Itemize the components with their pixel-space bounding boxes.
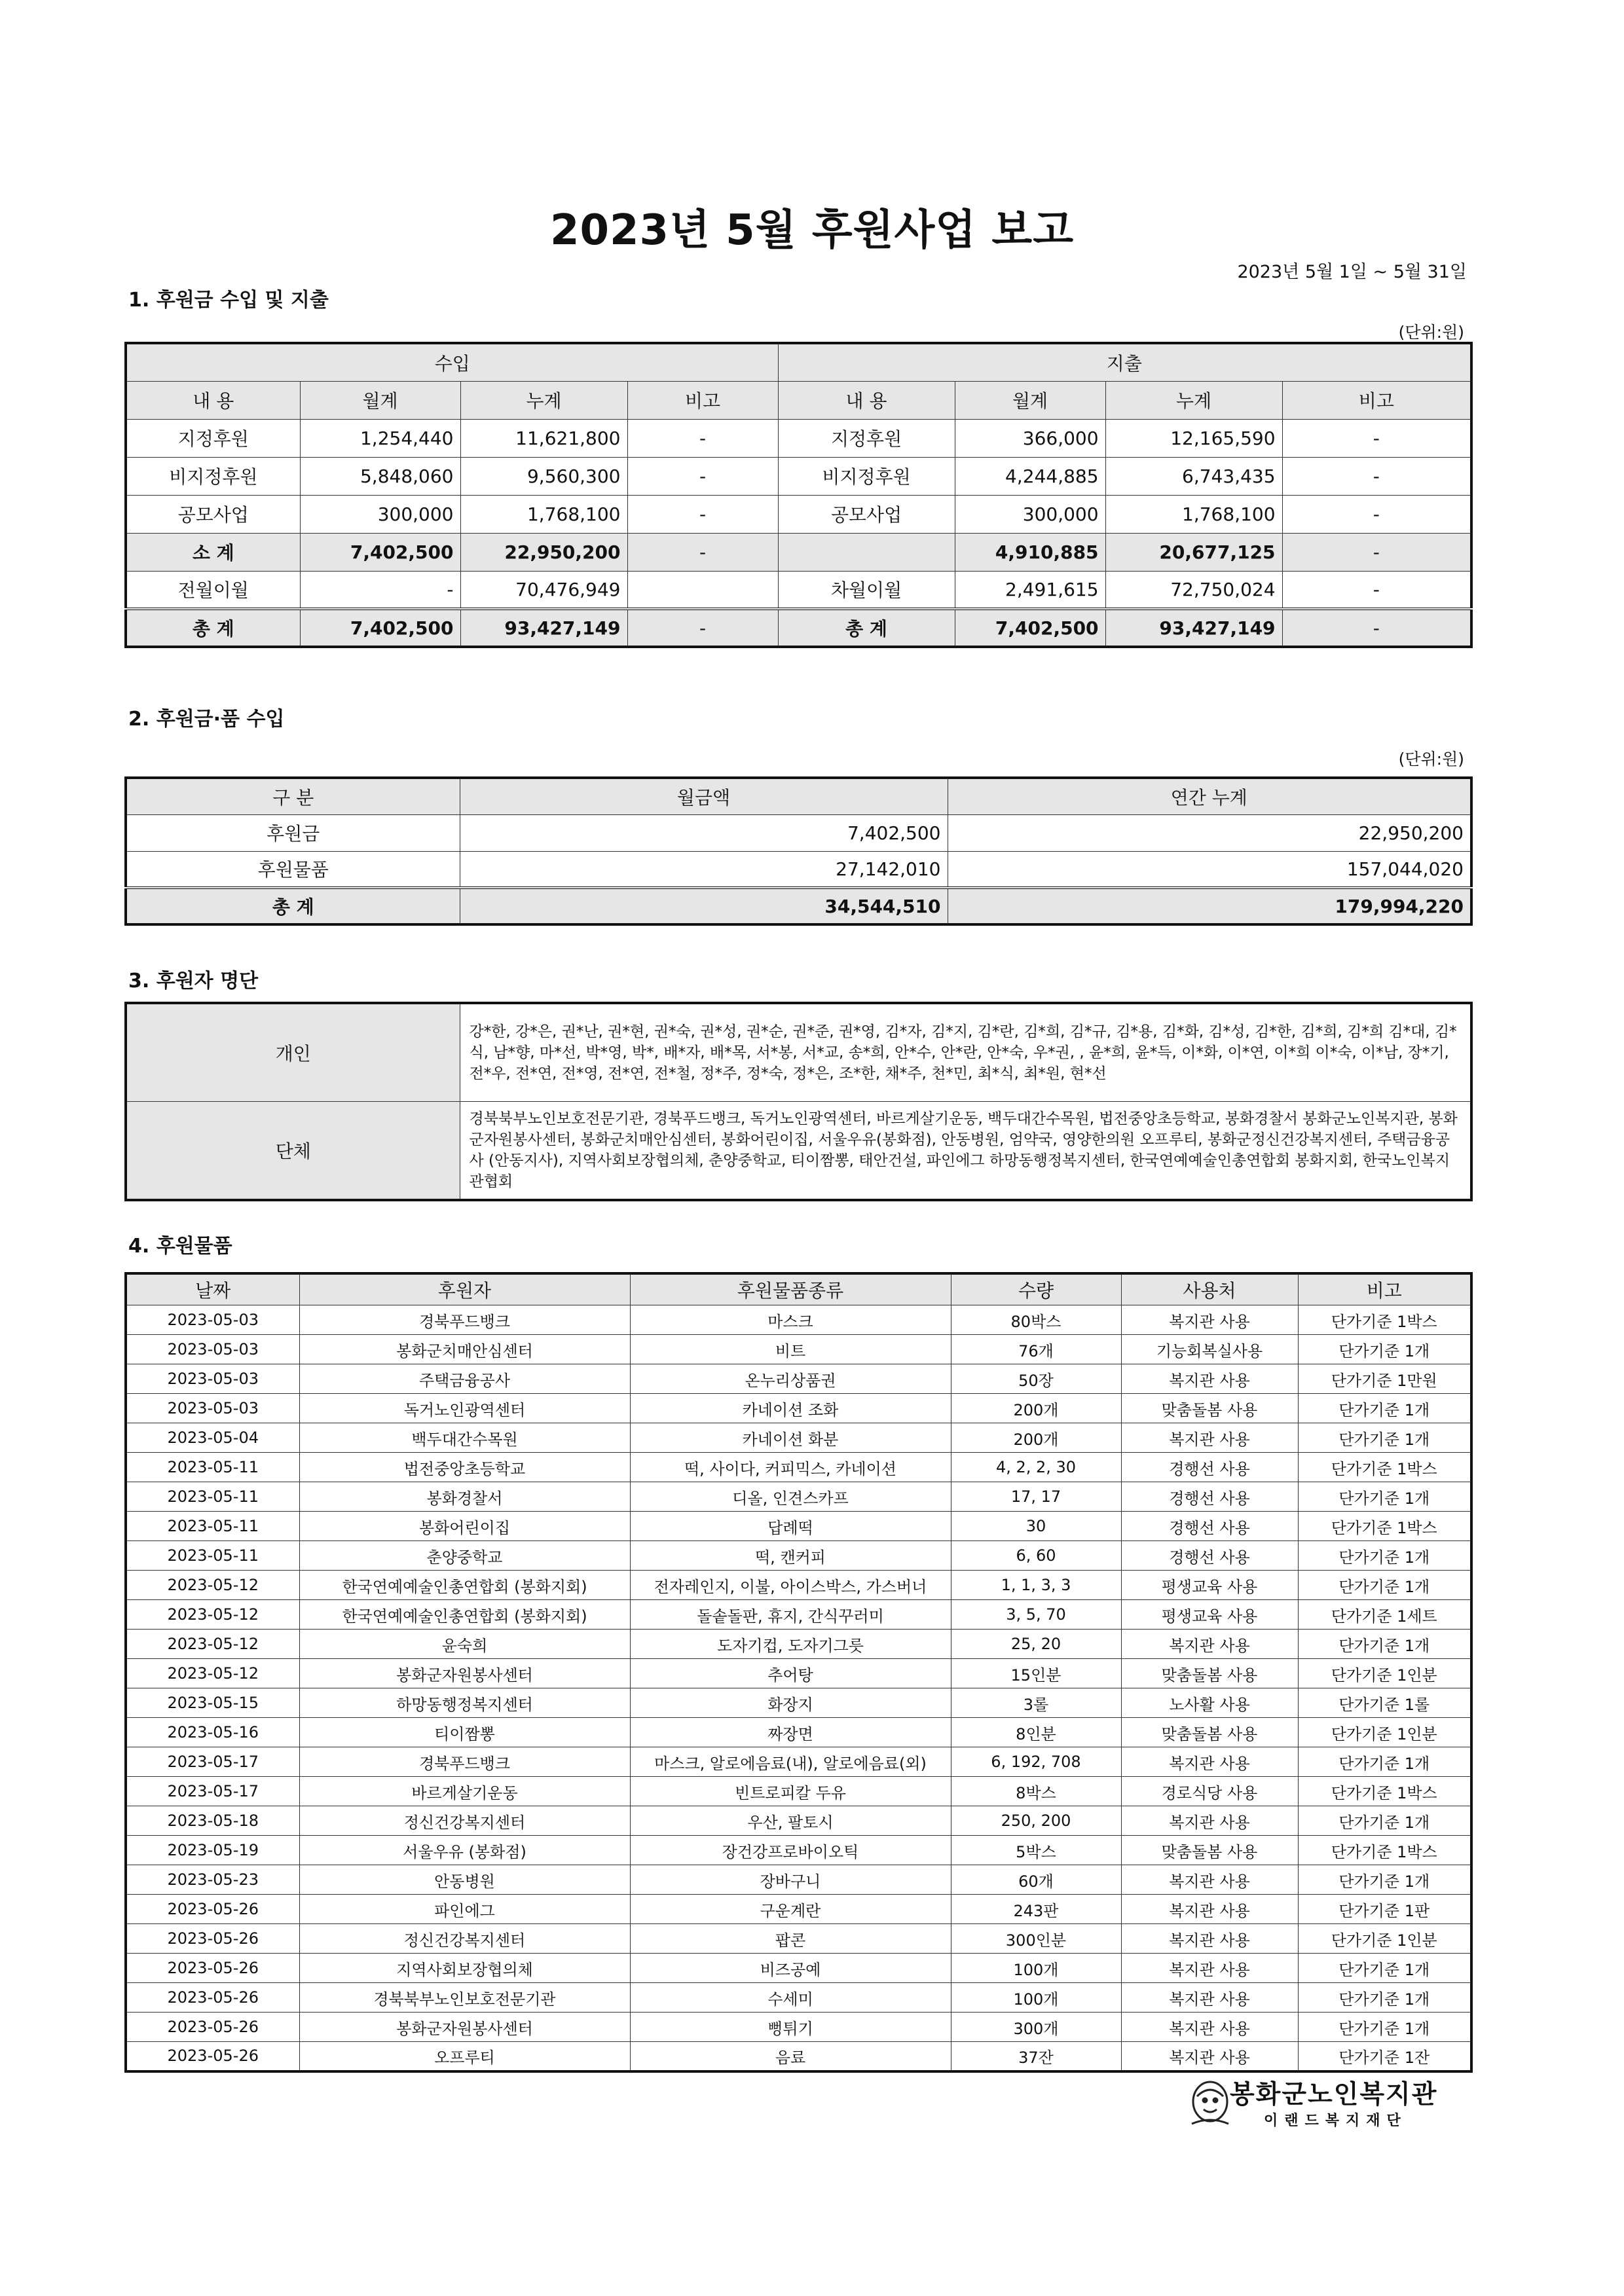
table-cell: 한국연예예술인총연합회 (봉화지회)	[299, 1571, 630, 1600]
table-cell: 단가기준 1박스	[1298, 1305, 1471, 1335]
table-cell: -	[1282, 533, 1471, 571]
table-cell: 비지정후원	[778, 457, 955, 495]
table-cell: 5박스	[951, 1836, 1121, 1865]
section4-title: 4. 후원물품	[128, 1235, 232, 1258]
table-cell: 7,402,500	[300, 609, 460, 647]
table-cell: 34,544,510	[460, 888, 948, 924]
table-cell: 온누리상품권	[630, 1364, 951, 1394]
table-cell: 복지관 사용	[1121, 1305, 1298, 1335]
table-cell: 단가기준 1세트	[1298, 1600, 1471, 1630]
table-cell: 떡, 사이다, 커피믹스, 카네이션	[630, 1453, 951, 1482]
table-cell: 6,743,435	[1105, 457, 1282, 495]
table-cell: 추어탕	[630, 1659, 951, 1688]
column-header: 비고	[627, 381, 778, 419]
table-cell: 봉화군자원봉사센터	[299, 1659, 630, 1688]
table-cell: 장건강프로바이오틱	[630, 1836, 951, 1865]
table-cell: 27,142,010	[460, 851, 948, 888]
table-cell: 366,000	[955, 419, 1105, 457]
table-cell: 11,621,800	[460, 419, 627, 457]
table-row	[126, 1924, 1471, 1954]
table-cell: 157,044,020	[948, 851, 1471, 888]
table-row	[126, 419, 1471, 457]
donation-income-table	[124, 776, 1473, 926]
table-cell: 200개	[951, 1394, 1121, 1423]
table-row	[126, 1453, 1471, 1482]
table-cell: 단가기준 1개	[1298, 1747, 1471, 1777]
income-header: 수입	[126, 343, 778, 381]
table-cell: 2023-05-03	[126, 1305, 299, 1335]
table-cell: -	[1282, 495, 1471, 533]
table-cell: 전자레인지, 이불, 아이스박스, 가스버너	[630, 1571, 951, 1600]
table-cell: 평생교육 사용	[1121, 1571, 1298, 1600]
table-row	[126, 1688, 1471, 1718]
table-cell: 복지관 사용	[1121, 2013, 1298, 2042]
table-cell: 빈트로피칼 두유	[630, 1777, 951, 1806]
table-row	[126, 1865, 1471, 1895]
logo-subtitle: 이랜드복지재단	[1264, 2113, 1407, 2129]
table-cell: 구운계란	[630, 1895, 951, 1924]
table-cell: 80박스	[951, 1305, 1121, 1335]
table-cell: 티이짬뽕	[299, 1718, 630, 1747]
table-cell: 단가기준 1박스	[1298, 1777, 1471, 1806]
table-cell: 25, 20	[951, 1630, 1121, 1659]
table-cell: 돌솥돌판, 휴지, 간식꾸러미	[630, 1600, 951, 1630]
report-period: 2023년 5월 1일 ~ 5월 31일	[1237, 262, 1467, 282]
table-cell: 2023-05-03	[126, 1335, 299, 1364]
table-cell: 250, 200	[951, 1806, 1121, 1836]
table-cell: 정신건강복지센터	[299, 1924, 630, 1954]
table-cell: -	[627, 419, 778, 457]
table-cell: 비지정후원	[126, 457, 300, 495]
table-row	[126, 1630, 1471, 1659]
table-cell: 단가기준 1잔	[1298, 2042, 1471, 2071]
table-cell: 단가기준 1개	[1298, 1423, 1471, 1453]
table-cell: 단가기준 1개	[1298, 2013, 1471, 2042]
table-cell: 복지관 사용	[1121, 1423, 1298, 1453]
table-cell: 우산, 팔토시	[630, 1806, 951, 1836]
table-cell: 17, 17	[951, 1482, 1121, 1512]
table-cell: 9,560,300	[460, 457, 627, 495]
individual-names: 강*한, 강*은, 권*난, 권*현, 권*숙, 권*성, 권*순, 권*준, 권*영, 김*자, 김*지, 김*란, 김*희, 김*규, 김*용, 김*화, 김*성, 김*한, 김*희, 김*희 김*대, 김*식, 남*향, 마*선, 박*영, 박*, 배*자, 배*목, 서*봉, 서*교, 송*희, 안*수, 안*란, 안*숙, 우*권, , 윤*희, 윤*득, 이*화, 이*연, 이*희 이*숙, 이*남, 장*기, 전*우, 전*연, 전*영, 전*연, 전*철, 정*주, 정*숙, 정*은, 조*한, 채*주, 천*민, 최*식, 최*원, 현*선	[460, 1003, 1471, 1101]
table-cell: 단가기준 1개	[1298, 1541, 1471, 1571]
table-cell: 22,950,200	[460, 533, 627, 571]
table-row	[126, 1600, 1471, 1630]
table-cell: 오프루티	[299, 2042, 630, 2071]
table-cell: 맞춤돌봄 사용	[1121, 1394, 1298, 1423]
table-cell: 72,750,024	[1105, 571, 1282, 609]
table-cell: 하망동행정복지센터	[299, 1688, 630, 1718]
column-header: 내 용	[126, 381, 300, 419]
section2-title: 2. 후원금·품 수입	[128, 708, 285, 731]
table-cell: 소 계	[126, 533, 300, 571]
table-row	[126, 2013, 1471, 2042]
table-cell: 2023-05-19	[126, 1836, 299, 1865]
table-cell: 15인분	[951, 1659, 1121, 1688]
table-row	[126, 1954, 1471, 1983]
section3-title: 3. 후원자 명단	[128, 970, 259, 993]
table-cell: 3롤	[951, 1688, 1121, 1718]
table-row	[126, 495, 1471, 533]
column-header: 내 용	[778, 381, 955, 419]
table-cell: 60개	[951, 1865, 1121, 1895]
table-row	[126, 1571, 1471, 1600]
table-cell: 맞춤돌봄 사용	[1121, 1836, 1298, 1865]
table-cell: 안동병원	[299, 1865, 630, 1895]
table-cell: 도자기컵, 도자기그릇	[630, 1630, 951, 1659]
table-cell: 복지관 사용	[1121, 1983, 1298, 2013]
table-cell: 서울우유 (봉화점)	[299, 1836, 630, 1865]
table-cell: 봉화군치매안심센터	[299, 1335, 630, 1364]
table-cell: 단가기준 1인분	[1298, 1718, 1471, 1747]
table-cell: 복지관 사용	[1121, 1747, 1298, 1777]
group-label: 단체	[126, 1101, 460, 1200]
table-cell: 봉화어린이집	[299, 1512, 630, 1541]
column-header: 월계	[300, 381, 460, 419]
table-cell: 1,768,100	[1105, 495, 1282, 533]
table-cell: 6, 192, 708	[951, 1747, 1121, 1777]
individual-label: 개인	[126, 1003, 460, 1101]
table-cell: 경행선 사용	[1121, 1482, 1298, 1512]
table-cell: 37잔	[951, 2042, 1121, 2071]
table-cell: 2023-05-03	[126, 1394, 299, 1423]
table-cell: 50장	[951, 1364, 1121, 1394]
table-cell: 2023-05-12	[126, 1600, 299, 1630]
table-cell: 5,848,060	[300, 457, 460, 495]
table-cell: 카네이션 화분	[630, 1423, 951, 1453]
table-cell: 경북북부노인보호전문기관	[299, 1983, 630, 2013]
table-cell: 팝콘	[630, 1924, 951, 1954]
table-cell: 카네이션 조화	[630, 1394, 951, 1423]
column-header: 비고	[1282, 381, 1471, 419]
table-cell: 22,950,200	[948, 814, 1471, 851]
table-cell: 마스크	[630, 1305, 951, 1335]
table-cell: 한국연예예술인총연합회 (봉화지회)	[299, 1600, 630, 1630]
table-cell: 1,254,440	[300, 419, 460, 457]
table-row	[126, 1659, 1471, 1688]
table-cell: 단가기준 1개	[1298, 1983, 1471, 2013]
table-cell: 공모사업	[126, 495, 300, 533]
table-row	[126, 1777, 1471, 1806]
table-cell: 기능회복실사용	[1121, 1335, 1298, 1364]
table-row	[126, 457, 1471, 495]
table-row	[126, 1512, 1471, 1541]
table-cell: 2023-05-04	[126, 1423, 299, 1453]
table-cell: 복지관 사용	[1121, 1895, 1298, 1924]
table-cell: 30	[951, 1512, 1121, 1541]
table-cell: 단가기준 1박스	[1298, 1836, 1471, 1865]
table-cell: 2023-05-16	[126, 1718, 299, 1747]
column-header: 연간 누계	[948, 778, 1471, 814]
table-row	[126, 1335, 1471, 1364]
table-cell: 바르게살기운동	[299, 1777, 630, 1806]
table-cell: 단가기준 1박스	[1298, 1512, 1471, 1541]
table-cell: 7,402,500	[300, 533, 460, 571]
table-cell: 단가기준 1롤	[1298, 1688, 1471, 1718]
table-cell: -	[1282, 609, 1471, 647]
table-cell: 총 계	[126, 609, 300, 647]
table-cell: 정신건강복지센터	[299, 1806, 630, 1836]
table-cell: 단가기준 1판	[1298, 1895, 1471, 1924]
table-row	[126, 1718, 1471, 1747]
table-cell: 1, 1, 3, 3	[951, 1571, 1121, 1600]
table-cell: 2023-05-18	[126, 1806, 299, 1836]
table-cell: 2023-05-12	[126, 1571, 299, 1600]
table-cell: -	[627, 609, 778, 647]
table-cell: 단가기준 1개	[1298, 1482, 1471, 1512]
table-cell: 지정후원	[778, 419, 955, 457]
table-cell: 단가기준 1개	[1298, 1954, 1471, 1983]
table-cell: 평생교육 사용	[1121, 1600, 1298, 1630]
table-cell: 떡, 캔커피	[630, 1541, 951, 1571]
table-cell: 후원금	[126, 814, 460, 851]
table-cell: 70,476,949	[460, 571, 627, 609]
table-cell: 2023-05-23	[126, 1865, 299, 1895]
table-cell: 12,165,590	[1105, 419, 1282, 457]
table-cell: 76개	[951, 1335, 1121, 1364]
table-cell: 음료	[630, 2042, 951, 2071]
table-cell: 화장지	[630, 1688, 951, 1718]
table-cell: 2023-05-17	[126, 1747, 299, 1777]
table-cell: 수세미	[630, 1983, 951, 2013]
table-cell: 맞춤돌봄 사용	[1121, 1718, 1298, 1747]
table-cell: 경행선 사용	[1121, 1541, 1298, 1571]
table-cell: 300,000	[300, 495, 460, 533]
table-cell: 2023-05-26	[126, 1983, 299, 2013]
table-cell: 4,910,885	[955, 533, 1105, 571]
table-cell: -	[627, 533, 778, 571]
column-header: 후원자	[299, 1273, 630, 1305]
column-header: 월금액	[460, 778, 948, 814]
table-row	[126, 1482, 1471, 1512]
table-cell: 디올, 인견스카프	[630, 1482, 951, 1512]
table-cell: 2023-05-15	[126, 1688, 299, 1718]
table-row	[126, 851, 1471, 888]
table-cell: 2023-05-11	[126, 1482, 299, 1512]
table-cell: 20,677,125	[1105, 533, 1282, 571]
table-cell: -	[627, 495, 778, 533]
table-cell: 윤숙희	[299, 1630, 630, 1659]
table-cell: 2,491,615	[955, 571, 1105, 609]
table-cell: 주택금융공사	[299, 1364, 630, 1394]
table-cell: 봉화군자원봉사센터	[299, 2013, 630, 2042]
table-row	[126, 571, 1471, 609]
table-cell: 복지관 사용	[1121, 1364, 1298, 1394]
table-cell: 파인에그	[299, 1895, 630, 1924]
table-cell: 단가기준 1개	[1298, 1630, 1471, 1659]
table-cell: 단가기준 1인분	[1298, 1924, 1471, 1954]
table-cell: 경행선 사용	[1121, 1453, 1298, 1482]
table-cell: 단가기준 1개	[1298, 1394, 1471, 1423]
table-cell: 총 계	[778, 609, 955, 647]
table-row	[126, 1541, 1471, 1571]
table-cell: 복지관 사용	[1121, 2042, 1298, 2071]
table-cell: 마스크, 알로에음료(내), 알로에음료(외)	[630, 1747, 951, 1777]
group-names: 경북북부노인보호전문기관, 경북푸드뱅크, 독거노인광역센터, 바르게살기운동, 백두대간수목원, 법전중앙초등학교, 봉화경찰서 봉화군노인복지관, 봉화군자원봉사센터, 봉화군치매안심센터, 봉화어린이집, 서울우유(봉화점), 안동병원, 엄약국, 영양한의원 오프루티, 봉화군정신건강복지센터, 주택금융공사 (안동지사), 지역사회보장협의체, 춘양중학교, 티이짬뽕, 태안건설, 파인에그 하망동행정복지센터, 한국연예예술인총연합회 봉화지회, 한국노인복지관협회	[460, 1101, 1471, 1200]
table-row	[126, 1305, 1471, 1335]
table-cell: 4, 2, 2, 30	[951, 1453, 1121, 1482]
table-cell: 경행선 사용	[1121, 1512, 1298, 1541]
table-cell: 4,244,885	[955, 457, 1105, 495]
table-cell: 법전중앙초등학교	[299, 1453, 630, 1482]
table-cell: -	[1282, 457, 1471, 495]
table-cell: 독거노인광역센터	[299, 1394, 630, 1423]
donor-list-table	[124, 1002, 1473, 1201]
table-cell: 93,427,149	[1105, 609, 1282, 647]
table-cell: 뻥튀기	[630, 2013, 951, 2042]
table-cell: 춘양중학교	[299, 1541, 630, 1571]
section1-title: 1. 후원금 수입 및 지출	[128, 289, 329, 312]
table-cell: -	[300, 571, 460, 609]
table-row	[126, 888, 1471, 924]
table-row	[126, 1836, 1471, 1865]
table-cell: 공모사업	[778, 495, 955, 533]
table-cell	[627, 571, 778, 609]
table-cell: 2023-05-11	[126, 1512, 299, 1541]
table-cell: 2023-05-26	[126, 1954, 299, 1983]
table-cell: 단가기준 1개	[1298, 1571, 1471, 1600]
table-cell: 지정후원	[126, 419, 300, 457]
logo-name: 봉화군노인복지관	[1230, 2080, 1438, 2109]
table-cell: 2023-05-26	[126, 2042, 299, 2071]
table-cell: 2023-05-11	[126, 1453, 299, 1482]
table-row	[126, 2042, 1471, 2071]
table-cell: 지역사회보장협의체	[299, 1954, 630, 1983]
table-cell: 비트	[630, 1335, 951, 1364]
table-row	[126, 1394, 1471, 1423]
table-cell: -	[1282, 571, 1471, 609]
table-cell: 경로식당 사용	[1121, 1777, 1298, 1806]
table-cell: 복지관 사용	[1121, 1806, 1298, 1836]
table-cell: 단가기준 1박스	[1298, 1453, 1471, 1482]
table-cell: 2023-05-26	[126, 2013, 299, 2042]
table-cell: 복지관 사용	[1121, 1865, 1298, 1895]
table-cell: 7,402,500	[955, 609, 1105, 647]
column-header: 날짜	[126, 1273, 299, 1305]
table-cell: 8박스	[951, 1777, 1121, 1806]
donated-goods-table	[124, 1272, 1473, 2073]
column-header: 누계	[1105, 381, 1282, 419]
table-cell: 차월이월	[778, 571, 955, 609]
table-cell: 3, 5, 70	[951, 1600, 1121, 1630]
table-cell: 243판	[951, 1895, 1121, 1924]
table-cell: 복지관 사용	[1121, 1924, 1298, 1954]
page-title: 2023년 5월 후원사업 보고	[549, 206, 1075, 255]
table-cell: 비즈공예	[630, 1954, 951, 1983]
table-cell: 경북푸드뱅크	[299, 1747, 630, 1777]
table-cell: 장바구니	[630, 1865, 951, 1895]
table-cell: 300개	[951, 2013, 1121, 2042]
table-cell: 복지관 사용	[1121, 1630, 1298, 1659]
table-cell: 단가기준 1개	[1298, 1335, 1471, 1364]
column-header: 월계	[955, 381, 1105, 419]
table-cell: 2023-05-26	[126, 1895, 299, 1924]
table-cell: 2023-05-17	[126, 1777, 299, 1806]
table-cell: 100개	[951, 1954, 1121, 1983]
section2-unit: (단위:원)	[1398, 750, 1464, 769]
table-cell	[778, 533, 955, 571]
table-row	[126, 1895, 1471, 1924]
income-expense-table	[124, 342, 1473, 648]
column-header: 수량	[951, 1273, 1121, 1305]
table-cell: 1,768,100	[460, 495, 627, 533]
table-row	[126, 814, 1471, 851]
table-cell: 300인분	[951, 1924, 1121, 1954]
table-row	[126, 609, 1471, 647]
table-cell: 100개	[951, 1983, 1121, 2013]
column-header: 후원물품종류	[630, 1273, 951, 1305]
table-cell: 179,994,220	[948, 888, 1471, 924]
table-cell: 2023-05-11	[126, 1541, 299, 1571]
table-cell: 봉화경찰서	[299, 1482, 630, 1512]
table-cell: -	[627, 457, 778, 495]
column-header: 구 분	[126, 778, 460, 814]
table-cell: 맞춤돌봄 사용	[1121, 1659, 1298, 1688]
table-row	[126, 1983, 1471, 2013]
table-cell: 93,427,149	[460, 609, 627, 647]
table-cell: 7,402,500	[460, 814, 948, 851]
table-cell: 단가기준 1만원	[1298, 1364, 1471, 1394]
table-cell: 짜장면	[630, 1718, 951, 1747]
table-cell: 2023-05-03	[126, 1364, 299, 1394]
table-row	[126, 1747, 1471, 1777]
table-cell: 2023-05-26	[126, 1924, 299, 1954]
table-cell: 200개	[951, 1423, 1121, 1453]
table-cell: 복지관 사용	[1121, 1954, 1298, 1983]
table-row	[126, 1806, 1471, 1836]
table-row	[126, 533, 1471, 571]
column-header: 비고	[1298, 1273, 1471, 1305]
table-cell: 단가기준 1개	[1298, 1865, 1471, 1895]
table-cell: 300,000	[955, 495, 1105, 533]
table-cell: 백두대간수목원	[299, 1423, 630, 1453]
portrait-icon	[1192, 2082, 1228, 2124]
table-cell: 총 계	[126, 888, 460, 924]
table-cell: 노사활 사용	[1121, 1688, 1298, 1718]
table-cell: 8인분	[951, 1718, 1121, 1747]
expense-header: 지출	[778, 343, 1471, 381]
table-cell: 후원물품	[126, 851, 460, 888]
column-header: 누계	[460, 381, 627, 419]
table-cell: 2023-05-12	[126, 1659, 299, 1688]
table-cell: 2023-05-12	[126, 1630, 299, 1659]
table-cell: -	[1282, 419, 1471, 457]
table-cell: 경북푸드뱅크	[299, 1305, 630, 1335]
table-cell: 6, 60	[951, 1541, 1121, 1571]
table-cell: 전월이월	[126, 571, 300, 609]
table-row	[126, 1423, 1471, 1453]
table-row	[126, 1364, 1471, 1394]
table-cell: 단가기준 1개	[1298, 1806, 1471, 1836]
column-header: 사용처	[1121, 1273, 1298, 1305]
section1-unit: (단위:원)	[1398, 323, 1464, 342]
table-cell: 답례떡	[630, 1512, 951, 1541]
table-cell: 단가기준 1인분	[1298, 1659, 1471, 1688]
